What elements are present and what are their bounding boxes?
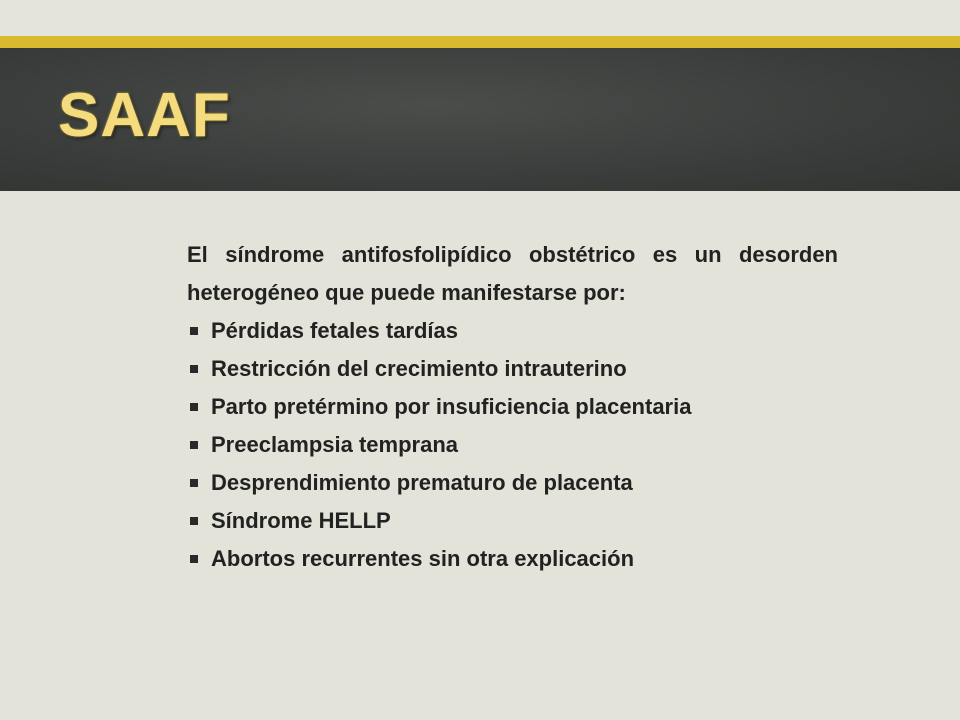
list-item — [187, 350, 838, 388]
bullet-text: Preeclampsia temprana — [211, 432, 459, 457]
accent-stripe — [0, 36, 960, 48]
bullet-text: Síndrome HELLP — [211, 508, 391, 533]
list-item — [187, 540, 838, 578]
list-item — [187, 464, 838, 502]
square-bullet-icon — [190, 479, 198, 487]
square-bullet-icon — [190, 517, 198, 525]
bullet-text: Parto pretérmino por insuficiencia placentaria — [211, 394, 692, 419]
square-bullet-icon — [190, 441, 198, 449]
bullet-text: Abortos recurrentes sin otra explicación — [211, 546, 635, 571]
bullet-text: Desprendimiento prematuro de placenta — [211, 470, 633, 495]
top-band — [0, 0, 960, 36]
slide-title: SAAF — [58, 81, 231, 150]
intro-paragraph: El síndrome antifosfolipídico obstétrico es un desorden heterogéneo que puede manifestarse por: — [187, 242, 838, 305]
bullet-list — [187, 312, 838, 578]
list-item — [187, 312, 838, 350]
list-item — [187, 426, 838, 464]
slide-content — [187, 236, 838, 578]
bullet-text: Pérdidas fetales tardías — [211, 318, 459, 343]
square-bullet-icon — [190, 365, 198, 373]
square-bullet-icon — [190, 327, 198, 335]
square-bullet-icon — [190, 403, 198, 411]
bullet-text: Restricción del crecimiento intrauterino — [211, 356, 627, 381]
square-bullet-icon — [190, 555, 198, 563]
list-item — [187, 502, 838, 540]
list-item — [187, 388, 838, 426]
